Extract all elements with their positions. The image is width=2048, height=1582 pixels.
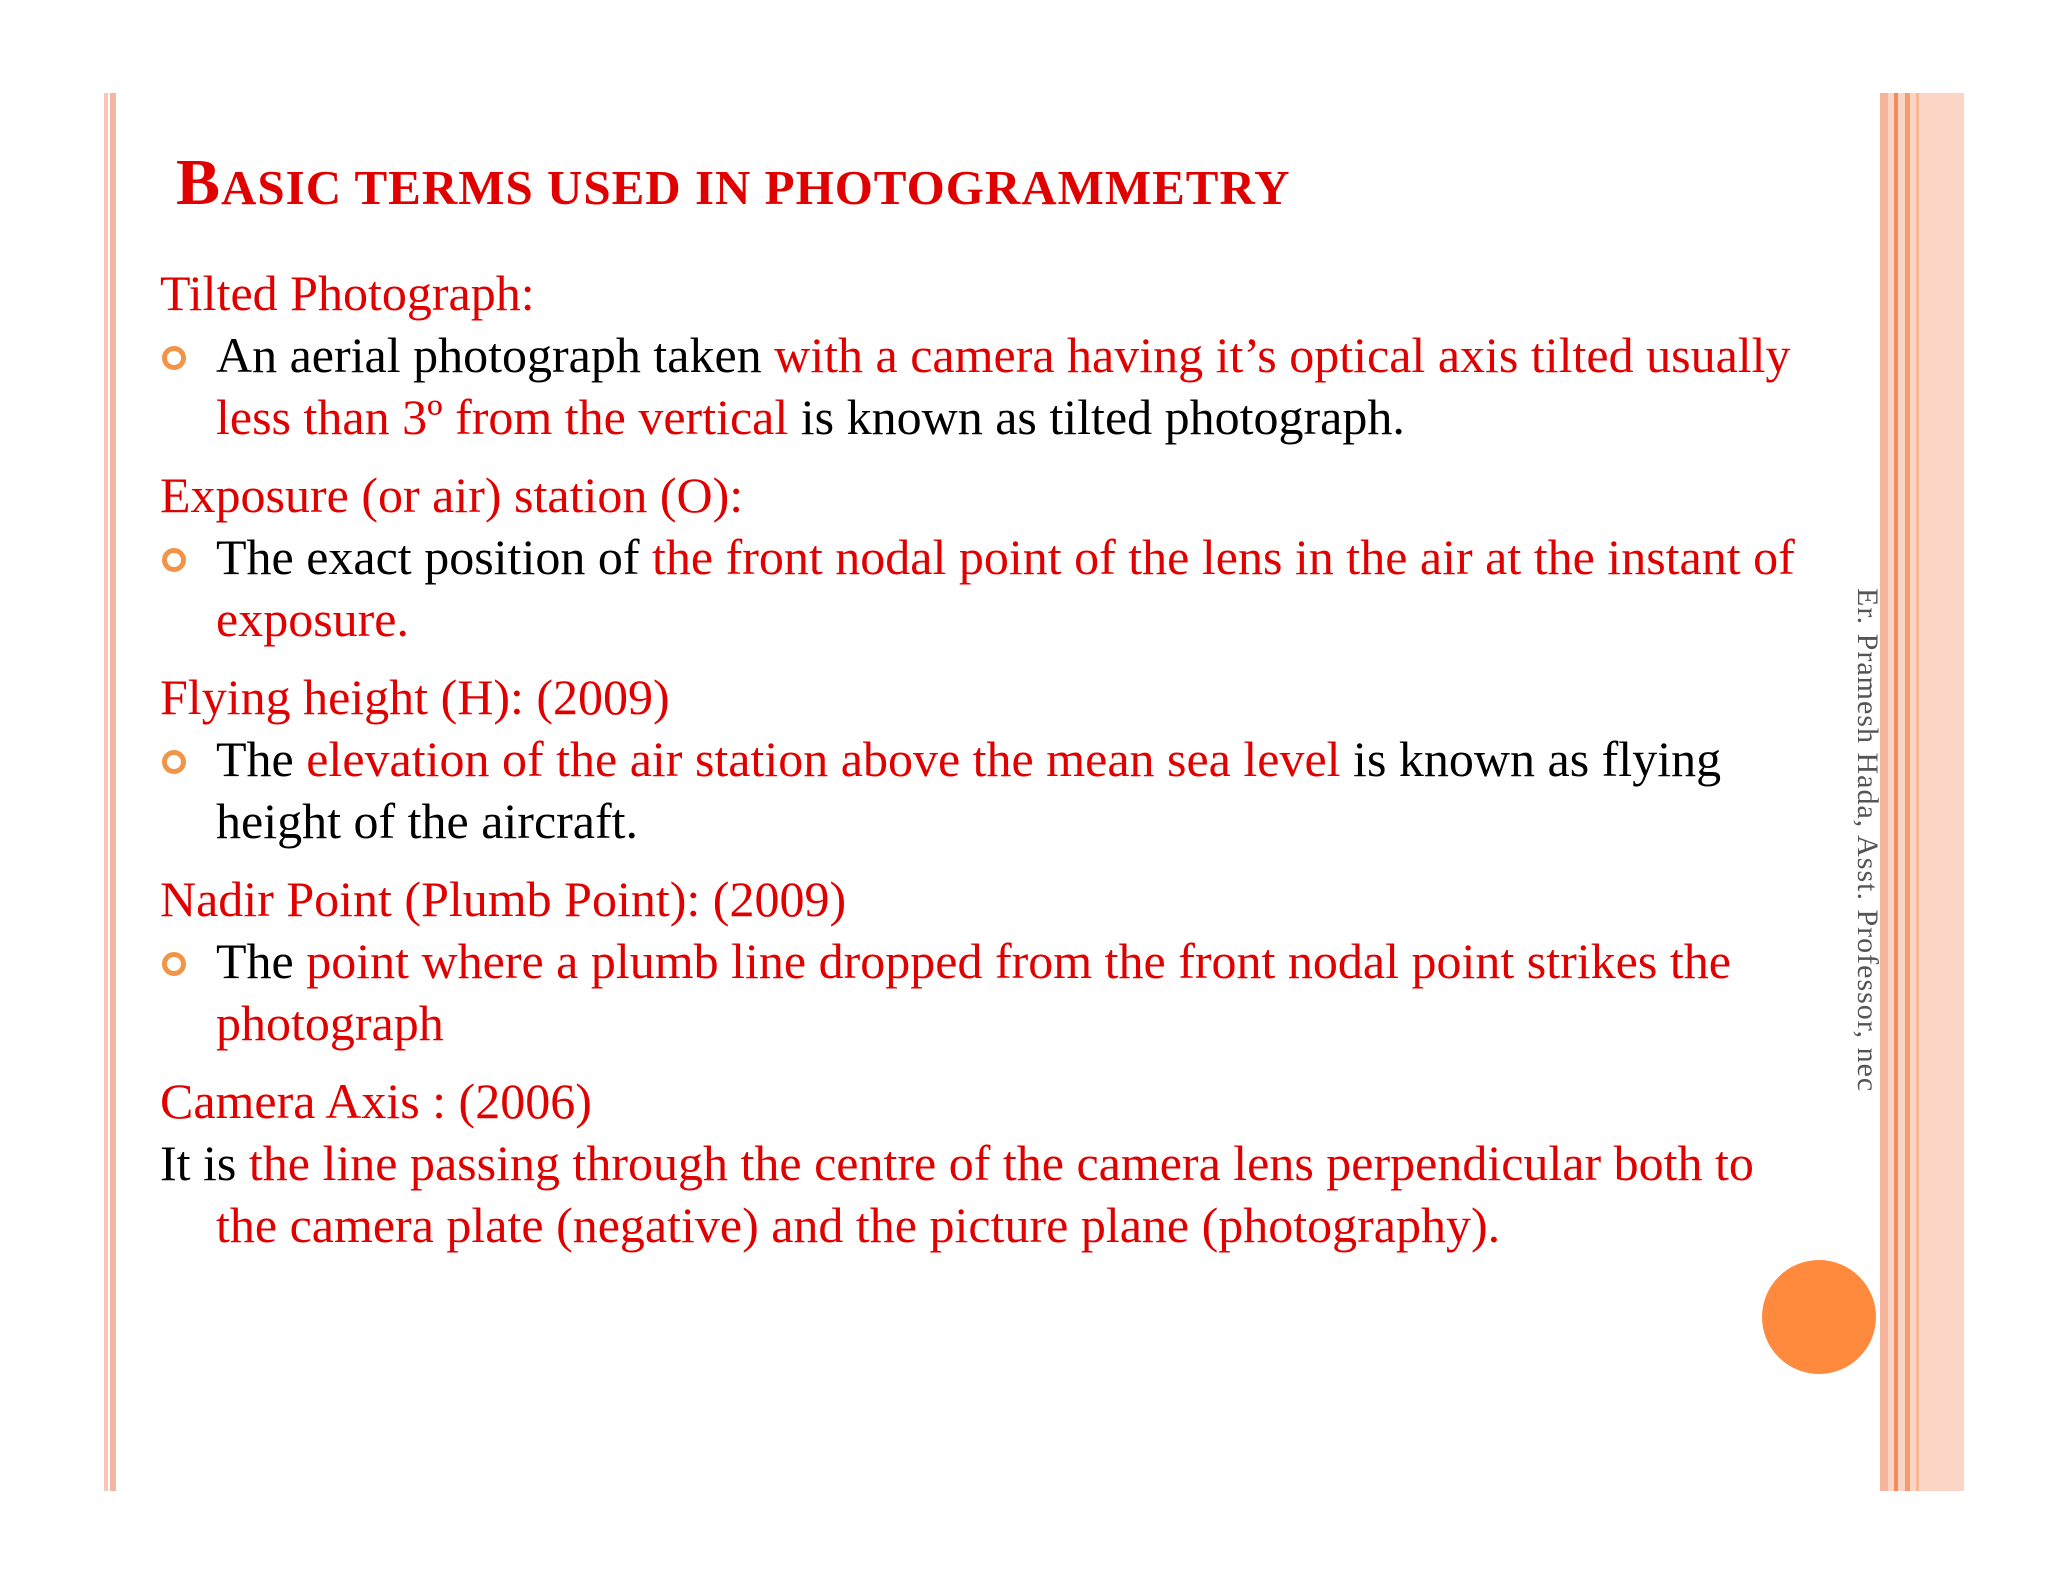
slide-content (160, 262, 1800, 1256)
bullet-circle-icon (162, 952, 186, 976)
bullet-item (160, 526, 1800, 650)
bullet-item (160, 930, 1800, 1054)
bullet-highlight: point where a plumb line dropped from the front nodal point strikes the photograph (216, 933, 1731, 1051)
right-stripe-line (1905, 93, 1910, 1491)
bullet-text: An aerial photograph taken (216, 327, 775, 383)
left-stripe-inner (110, 93, 116, 1491)
bullet-highlight: the front nodal point of the lens in the air at the instant of exposure. (216, 529, 1795, 647)
right-stripe-line (1894, 93, 1898, 1491)
section-heading: Flying height (H): (2009) (160, 669, 670, 725)
section-heading: Exposure (or air) station (O): (160, 467, 744, 523)
right-stripe-line (1916, 93, 1919, 1491)
bullet-text: is known as flying height of the aircraft. (216, 731, 1722, 849)
title-initial: B (176, 146, 222, 219)
bullet-text: is known as tilted photograph. (788, 389, 1405, 445)
paragraph-highlight: the line passing through the centre of the camera lens perpendicular both to the camera plate (negative) and the picture plane (photography). (216, 1135, 1754, 1253)
right-stripe-band (1880, 93, 1964, 1491)
bullet-item (160, 728, 1800, 852)
paragraph (160, 1132, 1800, 1256)
bullet-item (160, 324, 1800, 448)
bullet-text: The (216, 731, 307, 787)
title-rest: ASIC TERMS USED IN PHOTOGRAMMETRY (221, 160, 1291, 215)
paragraph-text: It is (160, 1135, 249, 1191)
bullet-circle-icon (162, 750, 186, 774)
bullet-text: The (216, 933, 307, 989)
bullet-text: The exact position of (216, 529, 652, 585)
author-credit: Er. Pramesh Hada, Asst. Professor, nec (1851, 588, 1884, 1093)
section-heading: Camera Axis : (2006) (160, 1073, 592, 1129)
bullet-circle-icon (162, 548, 186, 572)
section-heading: Nadir Point (Plumb Point): (2009) (160, 871, 847, 927)
section-heading: Tilted Photograph: (160, 265, 535, 321)
slide-title (176, 146, 1291, 219)
bullet-circle-icon (162, 346, 186, 370)
decorative-circle (1762, 1260, 1876, 1374)
bullet-highlight: elevation of the air station above the mean sea level (306, 731, 1341, 787)
bullet-highlight: with a camera having it’s optical axis tilted usually less than 3º from the vertical (216, 327, 1791, 445)
left-stripe (104, 93, 108, 1491)
